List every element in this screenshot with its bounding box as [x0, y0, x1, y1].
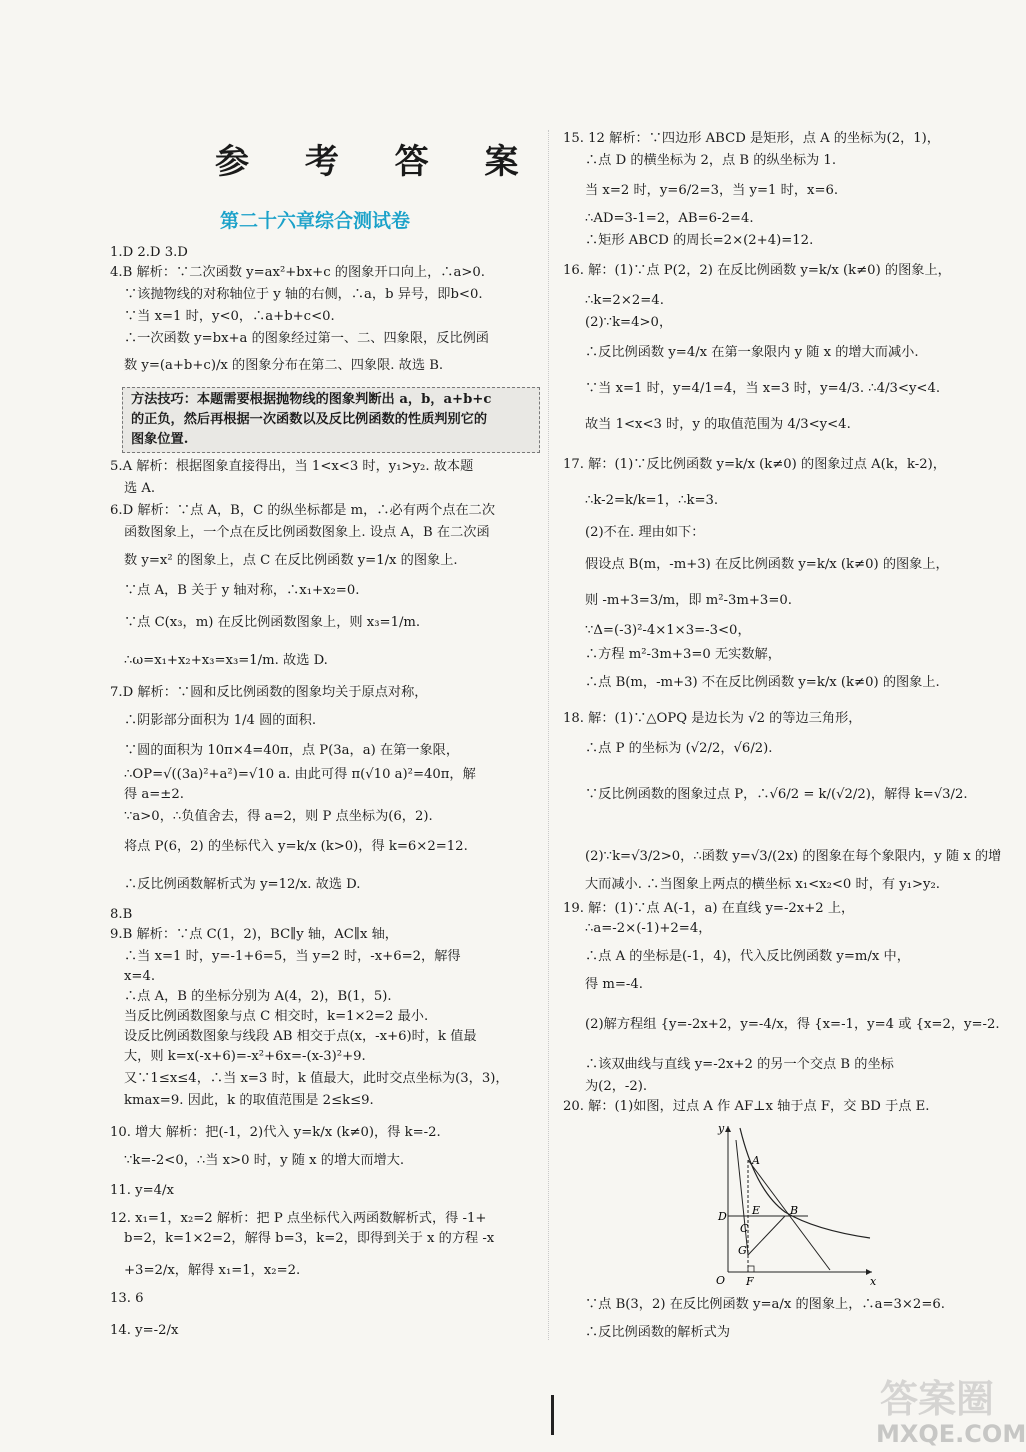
answer-line: ∴点 D 的横坐标为 2，点 B 的纵坐标为 1.: [585, 153, 837, 168]
answer-line: b=2，k=1×2=2，解得 b=3，k=2，即得到关于 x 的方程 -x: [124, 1231, 495, 1246]
answer-line: ∴方程 m²-3m+3=0 无实数解，: [585, 647, 781, 662]
answer-line: ∴AD=3-1=2，AB=6-2=4.: [585, 211, 754, 226]
label-o: O: [716, 1274, 726, 1287]
answer-line: 当 x=2 时，y=6/2=3，当 y=1 时，x=6.: [585, 183, 839, 198]
label-e: E: [752, 1204, 761, 1217]
answer-line: ∴点 A 的坐标是(-1，4)，代入反比例函数 y=m/x 中，: [585, 949, 910, 964]
answer-line: 17. 解：(1)∵反比例函数 y=k/x (k≠0) 的图象过点 A(k，k-2)，: [563, 457, 946, 472]
answer-line: 19. 解：(1)∵点 A(-1，a) 在直线 y=-2x+2 上，: [563, 901, 855, 916]
answer-line: 6.D 解析：∵点 A，B，C 的纵坐标都是 m，∴必有两个点在二次: [110, 503, 496, 518]
answer-line: 5.A 解析：根据图象直接得出，当 1<x<3 时，y₁>y₂. 故本题: [110, 459, 474, 474]
answer-line: ∵点 A，B 关于 y 轴对称，∴x₁+x₂=0.: [124, 583, 360, 598]
label-y: y: [718, 1122, 725, 1135]
answer-line: ∵Δ=(-3)²-4×1×3=-3<0，: [585, 623, 751, 638]
answer-line: ∵当 x=1 时，y<0，∴a+b+c<0.: [124, 309, 335, 324]
answer-line: ∴一次函数 y=bx+a 的图象经过第一、二、四象限，反比例函: [124, 331, 489, 346]
right-angle-mark: [748, 1266, 754, 1272]
label-b: B: [790, 1204, 799, 1217]
answer-line: ∵点 B(3，2) 在反比例函数 y=a/x 的图象上，∴a=3×2=6.: [585, 1297, 945, 1312]
label-x: x: [870, 1275, 877, 1288]
answer-line: (2)解方程组 {y=-2x+2，y=-4/x，得 {x=-1，y=4 或 {x=2，y=-2.: [585, 1017, 1000, 1032]
tip-line: 方法技巧：本题需要根据抛物线的图象判断出 a，b，a+b+c: [131, 392, 492, 407]
answer-line: ∵k=-2<0，∴当 x>0 时，y 随 x 的增大而增大.: [124, 1153, 405, 1168]
line-ab: [748, 1160, 830, 1270]
answer-line: 数 y=x² 的图象上，点 C 在反比例函数 y=1/x 的图象上.: [124, 553, 458, 568]
answer-line: 7.D 解析：∵圆和反比例函数的图象均关于原点对称，: [110, 685, 428, 700]
tip-line: 的正负，然后再根据一次函数以及反比例函数的性质判别它的: [131, 412, 488, 427]
answer-line: 为(2，-2).: [585, 1079, 648, 1094]
answer-line: 9.B 解析：∵点 C(1，2)，BC∥y 轴，AC∥x 轴，: [110, 927, 398, 942]
answer-line: (2)∵k=√3/2>0，∴函数 y=√3/(2x) 的图象在每个象限内，y 随 x 的增: [585, 849, 1002, 864]
column-divider: [548, 130, 549, 1340]
answer-line: 则 -m+3=3/m，即 m²-3m+3=0.: [585, 593, 792, 608]
watermark-url: MXQE.COM: [876, 1420, 1026, 1448]
answer-line: 假设点 B(m，-m+3) 在反比例函数 y=k/x (k≠0) 的图象上，: [585, 557, 949, 572]
answer-line: 12. x₁=1，x₂=2 解析：把 P 点坐标代入两函数解析式，得 -1+: [110, 1211, 487, 1226]
chapter-title: 第二十六章综合测试卷: [219, 210, 410, 232]
line-gb: [748, 1216, 785, 1255]
hyperbola-curve: [740, 1128, 870, 1238]
label-f: F: [746, 1275, 754, 1288]
label-c: C: [740, 1222, 749, 1235]
answer-line: ∴k=2×2=4.: [585, 293, 664, 308]
answer-line: ∴该双曲线与直线 y=-2x+2 的另一个交点 B 的坐标: [585, 1057, 894, 1072]
answer-line: +3=2/x，解得 x₁=1，x₂=2.: [124, 1263, 301, 1278]
answer-line: 16. 解：(1)∵点 P(2，2) 在反比例函数 y=k/x (k≠0) 的图象上，: [563, 263, 951, 278]
answer-line: ∴反比例函数 y=4/x 在第一象限内 y 随 x 的增大而减小.: [585, 345, 919, 360]
answer-line: 18. 解：(1)∵△OPQ 是边长为 √2 的等边三角形，: [563, 711, 862, 726]
answer-line: 又∵1≤x≤4，∴当 x=3 时，k 值最大，此时交点坐标为(3，3)，: [124, 1071, 509, 1086]
answer-line: ∴反比例函数解析式为 y=12/x. 故选 D.: [124, 877, 361, 892]
answer-line: ∴点 B(m，-m+3) 不在反比例函数 y=k/x (k≠0) 的图象上.: [585, 675, 940, 690]
answer-line: 大而减小. ∴当图象上两点的横坐标 x₁<x₂<0 时，有 y₁>y₂.: [585, 877, 940, 892]
answer-line: 13. 6: [110, 1291, 144, 1306]
answer-line: (2)不在. 理由如下：: [585, 525, 705, 540]
watermark-logo: 答案圈: [880, 1377, 995, 1421]
answer-line: ∴a=-2×(-1)+2=4，: [585, 921, 712, 936]
answer-line: ∵点 C(x₃，m) 在反比例函数图象上，则 x₃=1/m.: [124, 615, 421, 630]
answer-line: ∵反比例函数的图象过点 P，∴√6/2 = k/(√2/2)，解得 k=√3/2.: [585, 787, 968, 802]
y-axis-arrow: [725, 1126, 731, 1132]
answer-line: 函数图象上，一个点在反比例函数图象上. 设点 A，B 在二次函: [124, 525, 490, 540]
answer-line: (2)∵k=4>0，: [585, 315, 673, 330]
answer-line: ∵当 x=1 时，y=4/1=4，当 x=3 时，y=4/3. ∴4/3<y<4.: [585, 381, 941, 396]
answer-line: x=4.: [124, 969, 156, 984]
answer-line: kmax=9. 因此，k 的取值范围是 2≤k≤9.: [124, 1093, 374, 1108]
answer-line: 将点 P(6，2) 的坐标代入 y=k/x (k>0)，得 k=6×2=12.: [124, 839, 468, 854]
answer-line: 8.B: [110, 907, 133, 922]
answer-line: 10. 增大 解析：把(-1，2)代入 y=k/x (k≠0)，得 k=-2.: [110, 1125, 441, 1140]
answer-line: ∵a>0，∴负值舍去，得 a=2，则 P 点坐标为(6，2).: [124, 809, 433, 824]
answer-line: 故当 1<x<3 时，y 的取值范围为 4/3<y<4.: [585, 417, 851, 432]
answer-line: ∵该抛物线的对称轴位于 y 轴的右侧，∴a，b 异号，即b<0.: [124, 287, 483, 302]
answer-line: 20. 解：(1)如图，过点 A 作 AF⊥x 轴于点 F，交 BD 于点 E.: [563, 1099, 930, 1114]
answer-line: ∴点 P 的坐标为 (√2/2，√6/2).: [585, 741, 773, 756]
answer-line: ∴矩形 ABCD 的周长=2×(2+4)=12.: [585, 233, 814, 248]
label-g: G: [738, 1244, 747, 1257]
answer-line: ∵圆的面积为 10π×4=40π，点 P(3a，a) 在第一象限，: [124, 743, 460, 758]
answer-line: ∴当 x=1 时，y=-1+6=5，当 y=2 时，-x+6=2，解得: [124, 949, 461, 964]
answer-line: ∴反比例函数的解析式为: [585, 1325, 731, 1340]
answer-line: 大，则 k=x(-x+6)=-x²+6x=-(x-3)²+9.: [124, 1049, 366, 1064]
line-ag: [736, 1140, 748, 1255]
page-title: 参 考 答 案: [215, 142, 541, 182]
answer-line: ∴k-2=k/k=1，∴k=3.: [585, 493, 719, 508]
label-a: A: [752, 1154, 760, 1167]
answer-line: 14. y=-2/x: [110, 1323, 179, 1338]
answer-line: ∴OP=√((3a)²+a²)=√10 a. 由此可得 π(√10 a)²=40π，解: [124, 767, 476, 782]
label-d: D: [718, 1210, 727, 1223]
answer-line: 得 m=-4.: [585, 977, 643, 992]
answer-line: 当反比例函数图象与点 C 相交时，k=1×2=2 最小.: [124, 1009, 429, 1024]
q20-graph-figure: [700, 1120, 880, 1290]
answer-line: 选 A.: [124, 481, 156, 496]
answer-line: 得 a=±2.: [124, 787, 184, 802]
answer-line: 15. 12 解析：∵四边形 ABCD 是矩形，点 A 的坐标为(2，1)，: [563, 131, 940, 146]
answer-line: 数 y=(a+b+c)/x 的图象分布在第二、四象限. 故选 B.: [124, 358, 444, 373]
method-tip-box: [122, 387, 540, 453]
answer-line: ∴ω=x₁+x₂+x₃=x₃=1/m. 故选 D.: [124, 653, 328, 668]
answer-line: 1.D 2.D 3.D: [110, 245, 188, 260]
tip-line: 图象位置.: [131, 432, 189, 447]
answer-line: 11. y=4/x: [110, 1183, 174, 1198]
answer-line: 4.B 解析：∵二次函数 y=ax²+bx+c 的图象开口向上，∴a>0.: [110, 265, 485, 280]
answer-line: 设反比例函数图象与线段 AB 相交于点(x，-x+6)时，k 值最: [124, 1029, 477, 1044]
page-mark: [551, 1395, 554, 1435]
answer-line: ∴阴影部分面积为 1/4 圆的面积.: [124, 713, 317, 728]
answer-line: ∴点 A，B 的坐标分别为 A(4，2)，B(1，5).: [124, 989, 392, 1004]
